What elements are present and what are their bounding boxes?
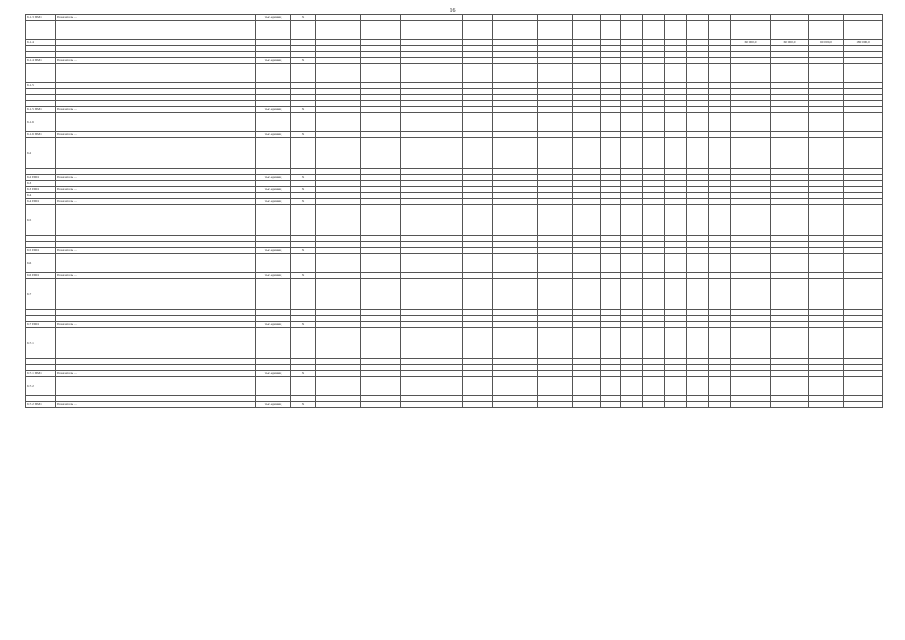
table-cell — [709, 205, 731, 236]
row-name-cell: Показатель ... — [56, 132, 256, 138]
table-row — [26, 254, 883, 273]
table-row — [26, 64, 883, 83]
table-row — [26, 377, 883, 396]
table-cell — [401, 205, 463, 236]
table-cell — [844, 254, 883, 273]
row-code-cell: 6.7 — [26, 279, 56, 310]
table-cell — [316, 328, 361, 359]
table-cell — [844, 205, 883, 236]
table-cell — [643, 254, 665, 273]
table-cell — [573, 328, 601, 359]
table-cell — [401, 21, 463, 40]
table-cell — [665, 377, 687, 396]
table-cell — [573, 64, 601, 83]
table-cell — [256, 21, 291, 40]
table-cell — [665, 279, 687, 310]
table-cell — [463, 113, 493, 132]
row-name-cell: Показатель ... — [56, 58, 256, 64]
table-cell — [709, 138, 731, 169]
table-cell — [665, 138, 687, 169]
table-cell — [573, 21, 601, 40]
row-name-cell: Показатель ... — [56, 402, 256, 408]
table-cell: 60 000,0 — [771, 40, 809, 46]
table-cell: тыс.единиц — [256, 58, 291, 64]
table-cell — [643, 279, 665, 310]
table-cell: X — [291, 175, 316, 181]
table-cell: тыс.единиц — [256, 199, 291, 205]
row-name-cell — [56, 138, 256, 169]
table-cell — [709, 402, 731, 408]
row-code-cell: 6.7.2 ПМ1 — [26, 402, 56, 408]
table-cell: тыс.единиц — [256, 273, 291, 279]
table-cell — [573, 113, 601, 132]
table-cell — [256, 205, 291, 236]
table-cell — [621, 113, 643, 132]
table-cell: тыс.единиц — [256, 248, 291, 254]
table-cell — [538, 377, 573, 396]
table-cell — [493, 402, 538, 408]
row-code-cell: 6.7.1 — [26, 328, 56, 359]
table-cell — [731, 402, 771, 408]
table-cell — [687, 205, 709, 236]
row-name-cell — [56, 21, 256, 40]
row-code-cell: 6.3 — [26, 181, 56, 187]
row-name-cell: Показатель ... — [56, 273, 256, 279]
row-code-cell: 6.6 — [26, 254, 56, 273]
table-cell — [463, 377, 493, 396]
table-cell — [493, 21, 538, 40]
table-cell — [291, 205, 316, 236]
table-cell: тыс.единиц — [256, 15, 291, 21]
table-cell — [463, 21, 493, 40]
table-cell: X — [291, 273, 316, 279]
table-cell — [809, 402, 844, 408]
table-cell — [601, 254, 621, 273]
table-cell — [771, 64, 809, 83]
table-cell — [844, 377, 883, 396]
table-cell — [809, 138, 844, 169]
table-cell — [731, 21, 771, 40]
table-cell — [573, 138, 601, 169]
row-code-cell: 6.1.3 ПМ1 — [26, 15, 56, 21]
table-cell: X — [291, 371, 316, 377]
table-cell — [256, 279, 291, 310]
table-cell — [463, 402, 493, 408]
row-code-cell — [26, 21, 56, 40]
table-cell — [538, 21, 573, 40]
table-cell — [809, 113, 844, 132]
table-cell — [361, 279, 401, 310]
table-cell — [809, 279, 844, 310]
table-cell — [844, 138, 883, 169]
table-cell — [665, 254, 687, 273]
table-cell — [361, 64, 401, 83]
table-cell — [709, 254, 731, 273]
table-cell: тыс.единиц — [256, 107, 291, 113]
table-cell — [621, 377, 643, 396]
table-cell — [493, 377, 538, 396]
table-cell — [601, 377, 621, 396]
row-name-cell — [56, 113, 256, 132]
table-cell — [538, 279, 573, 310]
table-cell — [573, 254, 601, 273]
table-cell — [687, 138, 709, 169]
row-name-cell: Показатель ... — [56, 322, 256, 328]
table-cell — [687, 402, 709, 408]
row-name-cell: Показатель ... — [56, 199, 256, 205]
row-code-cell: 6.5 — [26, 205, 56, 236]
row-name-cell — [56, 254, 256, 273]
table-cell — [621, 205, 643, 236]
table-cell — [601, 205, 621, 236]
table-cell: 60 000,0 — [731, 40, 771, 46]
table-cell — [731, 279, 771, 310]
table-row — [26, 402, 883, 408]
table-cell: X — [291, 248, 316, 254]
table-row — [26, 328, 883, 359]
table-cell — [401, 402, 463, 408]
table-cell — [771, 113, 809, 132]
table-cell — [538, 138, 573, 169]
table-cell — [573, 279, 601, 310]
table-cell — [361, 205, 401, 236]
table-cell — [256, 254, 291, 273]
table-cell — [291, 138, 316, 169]
table-cell — [665, 64, 687, 83]
table-cell — [291, 328, 316, 359]
table-cell: тыс.единиц — [256, 371, 291, 377]
table-cell — [687, 279, 709, 310]
row-code-cell: 6.4 ПМ1 — [26, 199, 56, 205]
table-row — [26, 138, 883, 169]
row-code-cell: 6.6 ПМ1 — [26, 273, 56, 279]
table-row — [26, 113, 883, 132]
table-row — [26, 205, 883, 236]
row-code-cell: 6.5 ПМ1 — [26, 248, 56, 254]
table-cell — [256, 113, 291, 132]
row-code-cell: 6.2 — [26, 138, 56, 169]
table-cell — [771, 328, 809, 359]
table-cell — [401, 279, 463, 310]
row-name-cell: Показатель ... — [56, 15, 256, 21]
table-cell — [538, 254, 573, 273]
table-cell — [709, 328, 731, 359]
table-cell — [665, 402, 687, 408]
table-cell — [463, 254, 493, 273]
row-code-cell: 6.7.2 — [26, 377, 56, 396]
table-cell — [601, 138, 621, 169]
table-cell — [643, 64, 665, 83]
table-cell — [771, 21, 809, 40]
table-cell — [401, 138, 463, 169]
table-cell — [621, 279, 643, 310]
table-cell: X — [291, 15, 316, 21]
table-cell — [291, 64, 316, 83]
table-cell: тыс.единиц — [256, 322, 291, 328]
table-row — [26, 21, 883, 40]
table-cell — [665, 113, 687, 132]
table-cell: X — [291, 58, 316, 64]
table-cell — [316, 402, 361, 408]
table-cell — [493, 64, 538, 83]
table-cell — [621, 254, 643, 273]
table-cell — [493, 205, 538, 236]
table-cell: X — [291, 187, 316, 193]
table-cell: X — [291, 402, 316, 408]
table-cell — [771, 205, 809, 236]
table-cell — [401, 64, 463, 83]
table-cell — [621, 21, 643, 40]
row-code-cell: 6.1.4 ПМ1 — [26, 58, 56, 64]
table-cell — [709, 21, 731, 40]
row-name-cell — [56, 279, 256, 310]
table-cell — [291, 377, 316, 396]
table-cell — [687, 113, 709, 132]
table-cell — [361, 113, 401, 132]
table-cell — [844, 328, 883, 359]
table-cell — [361, 138, 401, 169]
table-cell — [809, 328, 844, 359]
table-cell — [493, 279, 538, 310]
table-cell — [771, 377, 809, 396]
table-cell — [601, 21, 621, 40]
table-cell — [731, 113, 771, 132]
table-cell — [687, 64, 709, 83]
row-code-cell: 6.1.5 ПМ1 — [26, 107, 56, 113]
table-cell — [687, 254, 709, 273]
table-cell — [463, 205, 493, 236]
table-cell — [643, 113, 665, 132]
row-name-cell: Показатель ... — [56, 107, 256, 113]
table-cell: тыс.единиц — [256, 175, 291, 181]
table-cell — [401, 254, 463, 273]
table-cell — [316, 377, 361, 396]
table-cell — [687, 377, 709, 396]
row-name-cell — [56, 64, 256, 83]
table-cell — [361, 21, 401, 40]
table-cell: X — [291, 199, 316, 205]
table-cell: тыс.единиц — [256, 402, 291, 408]
table-cell — [256, 64, 291, 83]
row-name-cell: Показатель ... — [56, 248, 256, 254]
table-cell — [621, 138, 643, 169]
table-cell — [291, 21, 316, 40]
table-cell — [643, 402, 665, 408]
row-code-cell: 6.1.4 — [26, 40, 56, 46]
table-cell — [601, 402, 621, 408]
table-cell: X — [291, 132, 316, 138]
table-cell — [709, 64, 731, 83]
table-cell — [809, 205, 844, 236]
table-cell — [844, 402, 883, 408]
table-cell — [709, 377, 731, 396]
table-cell — [731, 138, 771, 169]
table-cell — [463, 138, 493, 169]
table-cell — [538, 64, 573, 83]
table-cell — [256, 328, 291, 359]
row-code-cell: 6.7 ПМ1 — [26, 322, 56, 328]
table-cell — [493, 328, 538, 359]
table-cell — [643, 205, 665, 236]
table-cell — [771, 279, 809, 310]
row-name-cell — [56, 377, 256, 396]
row-code-cell: 6.7.1 ПМ1 — [26, 371, 56, 377]
table-cell — [316, 64, 361, 83]
table-cell — [709, 113, 731, 132]
table-cell — [538, 113, 573, 132]
table-cell — [643, 138, 665, 169]
row-code-cell: 6.1.6 ПМ1 — [26, 132, 56, 138]
table-cell — [665, 21, 687, 40]
table-cell: 60 000,0 — [809, 40, 844, 46]
table-cell — [665, 328, 687, 359]
row-code-cell: 6.1.5 — [26, 83, 56, 89]
table-cell — [601, 64, 621, 83]
table-cell — [709, 279, 731, 310]
table-cell — [256, 377, 291, 396]
table-cell — [463, 328, 493, 359]
table-cell — [687, 21, 709, 40]
table-cell: X — [291, 107, 316, 113]
table-cell — [538, 328, 573, 359]
table-cell — [621, 328, 643, 359]
table-cell — [316, 279, 361, 310]
row-name-cell — [56, 205, 256, 236]
row-name-cell: Показатель ... — [56, 187, 256, 193]
table-cell — [771, 254, 809, 273]
row-name-cell: Показатель ... — [56, 371, 256, 377]
table-cell — [809, 21, 844, 40]
table-cell — [643, 328, 665, 359]
table-row — [26, 279, 883, 310]
table-cell — [463, 279, 493, 310]
table-cell — [844, 21, 883, 40]
row-code-cell: 6.2 ПМ1 — [26, 175, 56, 181]
table-cell — [809, 377, 844, 396]
table-cell — [316, 205, 361, 236]
table-cell — [256, 138, 291, 169]
table-cell — [291, 254, 316, 273]
table-cell — [361, 377, 401, 396]
table-cell — [643, 21, 665, 40]
table-cell — [401, 377, 463, 396]
table-cell — [643, 377, 665, 396]
table-cell — [809, 64, 844, 83]
budget-table — [25, 14, 883, 408]
table-cell — [291, 113, 316, 132]
table-cell: тыс.единиц — [256, 187, 291, 193]
table-cell — [601, 279, 621, 310]
table-cell — [316, 21, 361, 40]
table-cell — [731, 64, 771, 83]
table-cell — [621, 64, 643, 83]
table-cell — [665, 205, 687, 236]
table-cell — [316, 254, 361, 273]
table-cell — [731, 205, 771, 236]
table-cell — [731, 328, 771, 359]
table-cell — [844, 113, 883, 132]
table-cell: X — [291, 322, 316, 328]
row-name-cell: Показатель ... — [56, 175, 256, 181]
row-code-cell: 6.4 — [26, 193, 56, 199]
table-cell — [361, 254, 401, 273]
table-cell — [573, 377, 601, 396]
table-cell — [316, 113, 361, 132]
row-code-cell: 6.3 ПМ1 — [26, 187, 56, 193]
page-number: 16 — [449, 8, 456, 14]
table-cell — [538, 402, 573, 408]
table-cell — [809, 254, 844, 273]
table-cell — [316, 138, 361, 169]
table-cell — [493, 138, 538, 169]
table-cell — [463, 64, 493, 83]
table-cell — [573, 205, 601, 236]
table-cell: тыс.единиц — [256, 132, 291, 138]
table-cell — [771, 402, 809, 408]
table-cell — [538, 205, 573, 236]
table-cell — [291, 279, 316, 310]
table-cell — [731, 377, 771, 396]
table-cell — [601, 328, 621, 359]
table-cell — [401, 328, 463, 359]
table-cell — [361, 402, 401, 408]
table-cell — [844, 279, 883, 310]
table-cell — [493, 254, 538, 273]
table-cell — [771, 138, 809, 169]
table-cell — [844, 64, 883, 83]
row-code-cell: 6.1.6 — [26, 113, 56, 132]
table-cell — [401, 113, 463, 132]
table-cell — [493, 113, 538, 132]
row-name-cell — [56, 328, 256, 359]
table-cell: 180 000,0 — [844, 40, 883, 46]
table-cell — [361, 328, 401, 359]
table-cell — [573, 402, 601, 408]
table-cell — [601, 113, 621, 132]
table-cell — [621, 402, 643, 408]
row-code-cell — [26, 64, 56, 83]
table-cell — [687, 328, 709, 359]
table-cell — [731, 254, 771, 273]
